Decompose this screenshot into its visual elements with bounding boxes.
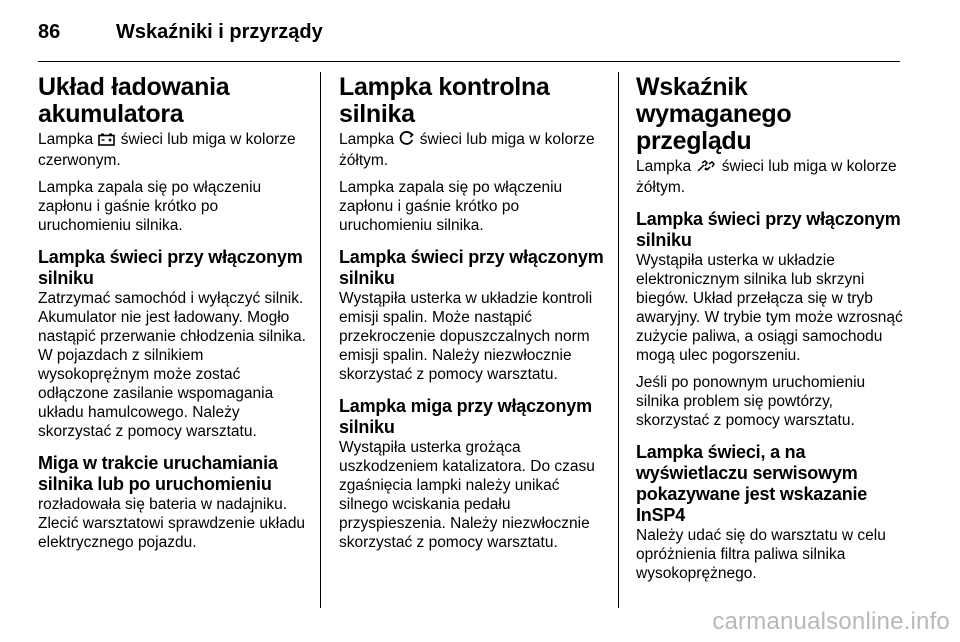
intro-prefix: Lampka xyxy=(636,158,692,175)
subsection-text: Wystąpiła usterka w układzie elektronicznym silnika lub skrzyni biegów. Układ przełącza się w tryb awaryjny. W trybie tym może wzrosnąć zużycie paliwa, a osiągi samochodu mogą ulec pogorszeniu. xyxy=(636,252,903,364)
intro-suffix: świeci lub miga w kolorze czerwonym. xyxy=(38,131,296,169)
subsection-heading: Lampka świeci przy włączonym silniku xyxy=(636,209,901,250)
intro-suffix: świeci lub miga w kolorze żółtym. xyxy=(636,158,897,196)
intro-paragraph-2: Lampka zapala się po włączeniu zapłonu i gaśnie krótko po uruchomieniu silnika. xyxy=(339,179,563,234)
column-battery-charging xyxy=(38,74,308,560)
subsection-heading: Lampka świeci, a na wyświetlaczu serwisowym pokazywane jest wskazanie InSP4 xyxy=(636,442,868,525)
battery-icon xyxy=(98,132,115,151)
section-heading: Układ ładowania akumulatora xyxy=(38,73,230,128)
section-heading: Wskaźnik wymaganego przeglądu xyxy=(636,73,792,155)
intro-paragraph-2: Lampka zapala się po włączeniu zapłonu i gaśnie krótko po uruchomieniu silnika. xyxy=(38,179,262,234)
intro-prefix: Lampka xyxy=(38,131,94,148)
watermark: carmanualsonline.info xyxy=(712,608,950,635)
page-header xyxy=(0,0,960,60)
column-engine-warning xyxy=(339,74,609,560)
subsection-text: rozładowała się bateria w nadajniku. Zlecić warsztatowi sprawdzenie układu elektrycznego pojazdu. xyxy=(38,496,306,551)
subsection-text-2: Jeśli po ponownym uruchomieniu silnika problem się powtórzy, skorzystać z pomocy warsztatu. xyxy=(636,374,866,429)
subsection-heading: Lampka świeci przy włączonym silniku xyxy=(339,247,604,288)
intro-paragraph xyxy=(339,130,609,170)
running-title: Wskaźniki i przyrządy xyxy=(116,21,323,43)
column-service-indicator xyxy=(636,74,906,591)
column-divider xyxy=(618,72,619,608)
subsection-heading: Lampka miga przy włączonym silniku xyxy=(339,396,592,437)
intro-suffix: świeci lub miga w kolorze żółtym. xyxy=(339,131,595,169)
column-divider xyxy=(320,72,321,608)
intro-paragraph xyxy=(38,130,308,170)
subsection-text: Wystąpiła usterka grożąca uszkodzeniem katalizatora. Do czasu zgaśnięcia lampki należy unikać silnego wciskania pedału przyspieszenia. Należy niezwłocznie skorzystać z pomocy warsztatu. xyxy=(339,439,595,551)
subsection-heading: Miga w trakcie uruchamiania silnika lub po uruchomieniu xyxy=(38,453,278,494)
subsection-heading: Lampka świeci przy włączonym silniku xyxy=(38,247,303,288)
section-heading: Lampka kontrolna silnika xyxy=(339,73,550,128)
check-engine-icon xyxy=(399,131,414,151)
page-number: 86 xyxy=(38,21,61,43)
intro-prefix: Lampka xyxy=(339,131,395,148)
subsection-text: Wystąpiła usterka w układzie kontroli emisji spalin. Może nastąpić przekroczenie dopuszczalnych norm emisji spalin. Należy niezwłocznie skorzystać z pomocy warsztatu. xyxy=(339,290,593,383)
subsection-text: Należy udać się do warsztatu w celu opróżnienia filtra paliwa silnika wysokoprężnego. xyxy=(636,527,886,582)
subsection-text: Zatrzymać samochód i wyłączyć silnik. Akumulator nie jest ładowany. Mogło nastąpić przerwanie chłodzenia silnika. W pojazdach z silnikiem wysokoprężnym może zostać odłączone zasilanie wspomagania układu hamulcowego. Należy skorzystać z pomocy warsztatu. xyxy=(38,290,306,440)
service-wrench-icon xyxy=(696,159,716,178)
intro-paragraph xyxy=(636,157,906,197)
header-rule xyxy=(38,61,900,62)
